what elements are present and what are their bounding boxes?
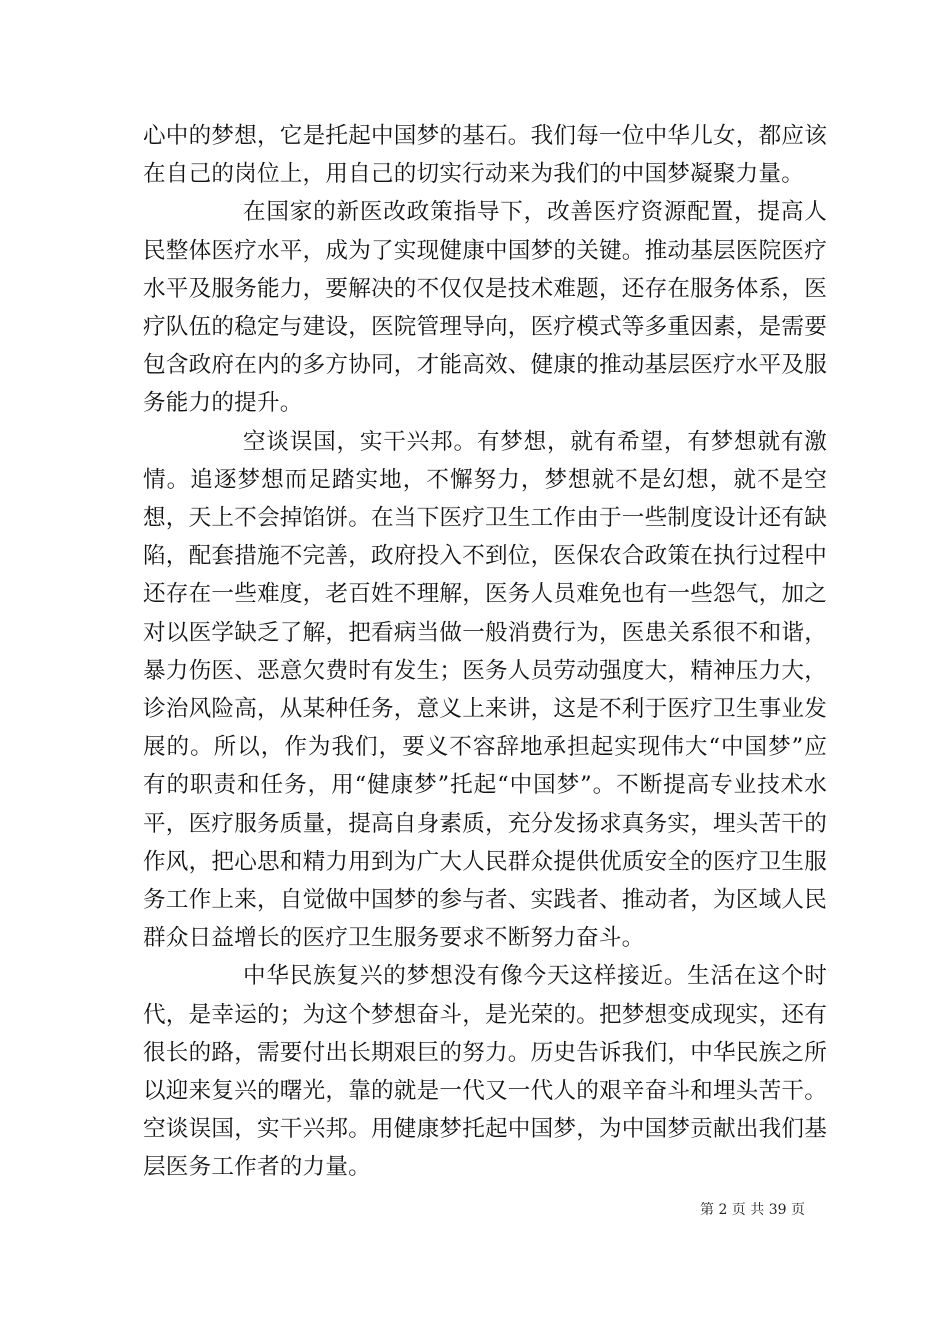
paragraph-1: 心中的梦想，它是托起中国梦的基石。我们每一位中华儿女，都应该在自己的岗位上，用自己的切实行动来为我们的中国梦凝聚力量。 xyxy=(143,123,827,188)
paragraph-3: 空谈误国，实干兴邦。有梦想，就有希望，有梦想就有激情。追逐梦想而足踏实地，不懈努力，梦想就不是幻想，就不是空想，天上不会掉馅饼。在当下医疗卫生工作由于一些制度设计还有缺陷，配套措施不完善，政府投入不到位，医保农合政策在执行过程中还存在一些难度，老百姓不理解，医务人员难免也有一些怨气，加之对以医学缺乏了解，把看病当做一般消费行为，医患关系很不和谐，暴力伤医、恶意欠费时有发生；医务人员劳动强度大，精神压力大，诊治风险高，从某种任务，意义上来讲，这是不利于医疗卫生事业发展的。所以，作为我们，要义不容辞地承担起实现伟大“中国梦”应有的职责和任务，用“健康梦”托起“中国梦”。不断提高专业技术水平，医疗服务质量，提高自身素质，充分发扬求真务实，埋头苦干的作风，把心思和精力用到为广大人民群众提供优质安全的医疗卫生服务工作上来，自觉做中国梦的参与者、实践者、推动者，为区域人民群众日益增长的医疗卫生服务要求不断努力奋斗。 xyxy=(143,428,827,952)
paragraph-2: 在国家的新医改政策指导下，改善医疗资源配置，提高人民整体医疗水平，成为了实现健康中国梦的关键。推动基层医院医疗水平及服务能力，要解决的不仅仅是技术难题，还存在服务体系，医疗队伍的稳定与建设，医院管理导向，医疗模式等多重因素，是需要包含政府在内的多方协同，才能高效、健康的推动基层医疗水平及服务能力的提升。 xyxy=(143,199,827,417)
paragraph-4: 中华民族复兴的梦想没有像今天这样接近。生活在这个时代，是幸运的；为这个梦想奋斗，是光荣的。把梦想变成现实，还有很长的路，需要付出长期艰巨的努力。历史告诉我们，中华民族之所以迎来复兴的曙光，靠的就是一代又一代人的艰辛奋斗和埋头苦干。空谈误国，实干兴邦。用健康梦托起中国梦，为中国梦贡献出我们基层医务工作者的力量。 xyxy=(143,963,827,1181)
page-number-footer: 第 2 页 共 39 页 xyxy=(700,1202,805,1218)
body-text xyxy=(143,117,827,1187)
